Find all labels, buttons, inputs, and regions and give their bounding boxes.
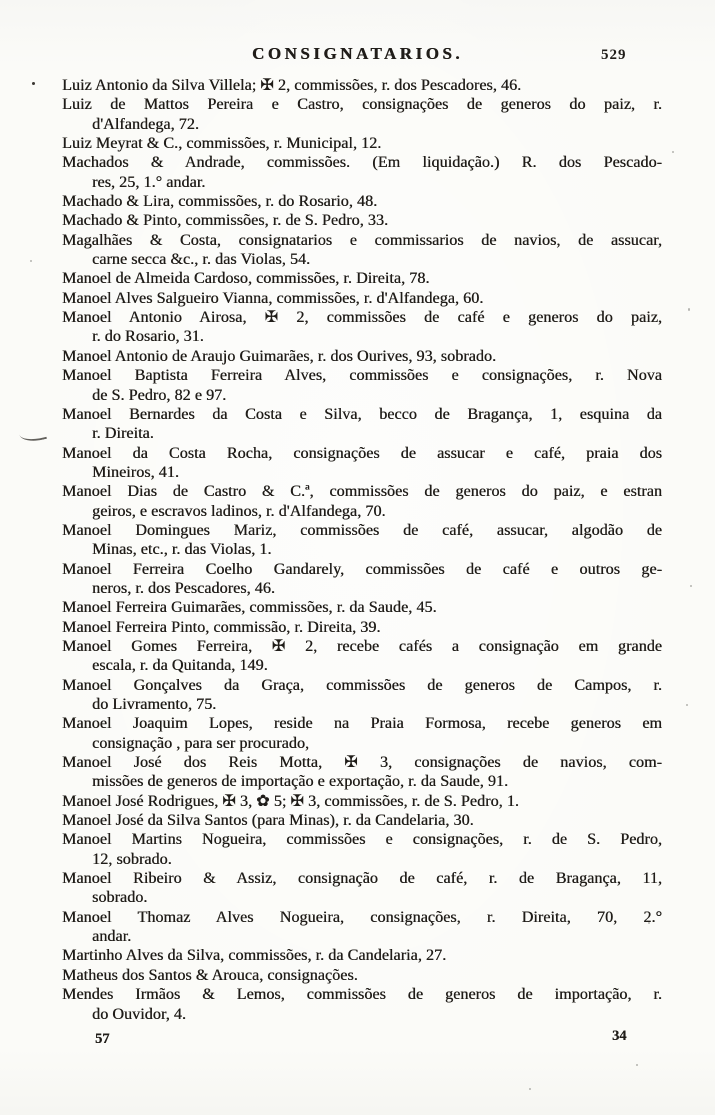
entry-line: Machado & Pinto, commissões, r. de S. Pedro, 33. — [62, 212, 389, 230]
directory-entry — [62, 966, 662, 985]
entry-line: de S. Pedro, 82 e 97. — [92, 386, 227, 404]
entry-line: res, 25, 1.° andar. — [92, 173, 206, 191]
directory-entry — [62, 946, 662, 965]
entry-line: Manoel Bernardes da Costa e Silva, becco de Bragança, 1, esquina da — [62, 405, 662, 423]
directory-entry — [62, 444, 662, 483]
scan-speck — [688, 308, 690, 311]
directory-entry — [62, 753, 662, 792]
scan-speck — [636, 1064, 638, 1066]
directory-entry — [62, 289, 662, 308]
entry-line: Luiz Antonio da Silva Villela; ✠ 2, commissões, r. dos Pescadores, 46. — [62, 77, 522, 94]
directory-entry — [62, 366, 662, 405]
directory-list — [62, 76, 662, 1024]
directory-entry — [62, 618, 662, 637]
directory-entry — [62, 637, 662, 676]
entry-line: Machado & Lira, commissões, r. do Rosario, 48. — [62, 193, 378, 211]
entry-line: missões de generos de importação e exportação, r. da Saude, 91. — [92, 773, 509, 791]
entry-line: Manoel Ribeiro & Assiz, consignação de café, r. de Bragança, 11, — [62, 870, 662, 888]
entry-line: neros, r. dos Pescadores, 46. — [92, 579, 275, 597]
scan-speck — [672, 151, 674, 153]
entry-line: Manoel Antonio de Araujo Guimarães, r. dos Ourives, 93, sobrado. — [62, 347, 497, 365]
entry-line: Manoel José Rodrigues, ✠ 3, ✿ 5; ✠ 3, commissões, r. de S. Pedro, 1. — [62, 792, 519, 810]
entry-line: do Ouvidor, 4. — [92, 1005, 186, 1023]
directory-entry — [62, 347, 662, 366]
entry-line: Manoel Thomaz Alves Nogueira, consignações, r. Direita, 70, 2.° — [62, 908, 662, 926]
entry-line: Luiz de Mattos Pereira e Castro, consignações de generos do paiz, r. — [62, 96, 662, 114]
entry-line: Manoel Gomes Ferreira, ✠ 2, recebe cafés a consignação em grande — [62, 637, 662, 655]
entry-line: Manoel Gonçalves da Graça, commissões de generos de Campos, r. — [62, 676, 662, 694]
entry-line: Manoel Ferreira Coelho Gandarely, commissões de café e outros ge- — [62, 560, 662, 578]
directory-entry — [62, 76, 662, 95]
entry-line: Manoel Alves Salgueiro Vianna, commissões, r. d'Alfandega, 60. — [62, 289, 484, 307]
directory-entry — [62, 830, 662, 869]
directory-entry — [62, 192, 662, 211]
entry-line: Machados & Andrade, commissões. (Em liquidação.) R. dos Pescado- — [62, 154, 662, 172]
directory-entry — [62, 482, 662, 521]
entry-line: d'Alfandega, 72. — [92, 115, 199, 133]
entry-line: geiros, e escravos ladinos, r. d'Alfandega, 70. — [92, 502, 386, 520]
directory-entry — [62, 269, 662, 288]
scan-speck — [686, 704, 688, 706]
directory-entry — [62, 908, 662, 947]
directory-entry — [62, 598, 662, 617]
directory-entry — [62, 134, 662, 153]
directory-entry — [62, 560, 662, 599]
entry-line: Manoel Antonio Airosa, ✠ 2, commissões de café e generos do paiz, — [62, 309, 662, 327]
scan-speck — [529, 1088, 531, 1090]
entry-line: Manoel Ferreira Pinto, commissão, r. Direita, 39. — [62, 618, 381, 636]
entry-line: Manoel Dias de Castro & C.ª, commissões de generos do paiz, e estran — [62, 483, 662, 501]
entry-line: Mendes Irmãos & Lemos, commissões de generos de importação, r. — [62, 986, 662, 1004]
entry-line: do Livramento, 75. — [92, 696, 217, 713]
entry-line: 12, sobrado. — [92, 850, 172, 868]
scan-speck — [690, 585, 692, 587]
entry-line: Magalhães & Costa, consignatarios e commissarios de navios, de assucar, — [62, 231, 662, 249]
signature-mark-left: 57 — [95, 1031, 110, 1047]
ink-dot-mark — [32, 82, 35, 85]
directory-entry — [62, 521, 662, 560]
entry-line: Manoel Martins Nogueira, commissões e consignações, r. de S. Pedro, — [62, 831, 662, 849]
entry-line: Manoel José da Silva Santos (para Minas), r. da Candelaria, 30. — [62, 812, 474, 830]
entry-line: consignação , para ser procurado, — [92, 734, 310, 752]
entry-line: Martinho Alves da Silva, commissões, r. da Candelaria, 27. — [62, 947, 447, 965]
entry-line: Luiz Meyrat & C., commissões, r. Municipal, 12. — [62, 135, 382, 153]
directory-entry — [62, 308, 662, 347]
entry-line: Manoel da Costa Rocha, consignações de assucar e café, praia dos — [62, 444, 662, 462]
directory-entry — [62, 869, 662, 908]
page-title: CONSIGNATARIOS. — [251, 44, 464, 63]
directory-entry — [62, 811, 662, 830]
pen-tick-mark — [19, 427, 47, 445]
entry-line: Manoel de Almeida Cardoso, commissões, r. Direita, 78. — [62, 270, 430, 288]
entry-line: Mineiros, 41. — [92, 463, 179, 481]
entry-line: sobrado. — [92, 889, 148, 907]
scan-speck — [30, 260, 32, 262]
entry-line: Manoel José dos Reis Motta, ✠ 3, consignações de navios, com- — [62, 754, 662, 772]
directory-entry — [62, 405, 662, 444]
directory-entry — [62, 792, 662, 811]
signature-mark-right: 34 — [612, 1028, 627, 1044]
directory-entry — [62, 95, 662, 134]
directory-entry — [62, 676, 662, 715]
directory-entry — [62, 231, 662, 270]
entry-line: r. do Rosario, 31. — [92, 328, 204, 346]
entry-line: Manoel Baptista Ferreira Alves, commissões e consignações, r. Nova — [62, 367, 662, 385]
entry-line: andar. — [92, 928, 132, 946]
entry-line: Manoel Joaquim Lopes, reside na Praia Formosa, recebe generos em — [62, 715, 662, 733]
directory-entry — [62, 714, 662, 753]
entry-line: r. Direita. — [92, 425, 154, 443]
entry-line: Manoel Ferreira Guimarães, commissões, r. da Saude, 45. — [62, 599, 437, 617]
entry-line: Matheus dos Santos & Arouca, consignações. — [62, 966, 358, 984]
page-number: 529 — [601, 47, 627, 63]
directory-entry — [62, 211, 662, 230]
scan-speck — [648, 922, 650, 924]
entry-line: Minas, etc., r. das Violas, 1. — [92, 541, 272, 559]
entry-line: Manoel Domingues Mariz, commissões de café, assucar, algodão de — [62, 521, 662, 539]
entry-line: carne secca &c., r. das Violas, 54. — [92, 251, 311, 269]
entry-line: escala, r. da Quitanda, 149. — [92, 657, 268, 675]
directory-entry — [62, 153, 662, 192]
directory-entry — [62, 985, 662, 1024]
